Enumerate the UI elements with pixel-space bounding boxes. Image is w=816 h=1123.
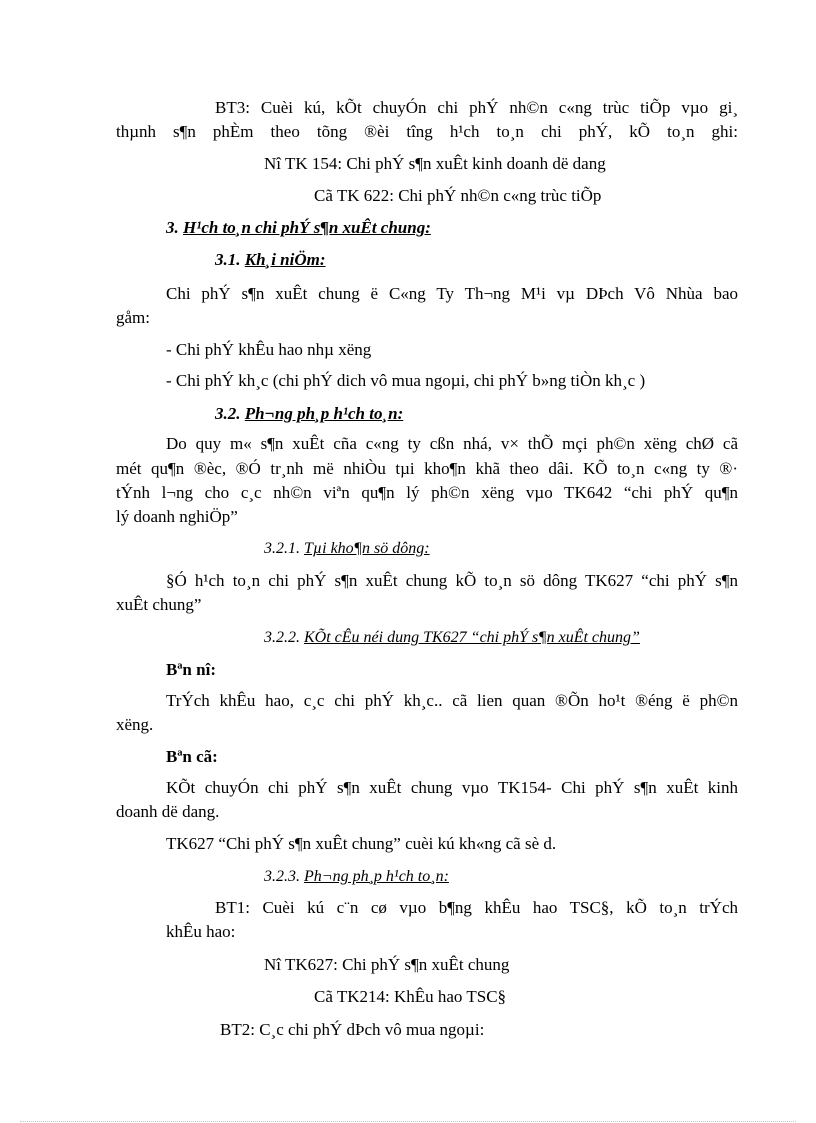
entry-debit-tk154: Nî TK 154: Chi phÝ s¶n xuÊt kinh doanh dë dang	[264, 154, 606, 173]
entry-credit-tk622: Cã TK 622: Chi phÝ nh©n c«ng trùc tiÕp	[314, 186, 602, 205]
paragraph-line: doanh dë dang.	[116, 802, 220, 821]
heading-text: H¹ch to¸n chi phÝ s¶n xuÊt chung:	[183, 218, 431, 237]
heading-text: Ph¬ng ph¸p h¹ch to¸n:	[244, 404, 404, 423]
list-item-other-costs: - Chi phÝ kh¸c (chi phÝ dich vô mua ngoµi, chi phÝ b»ng tiÒn kh¸c )	[166, 371, 646, 390]
paragraph-line: mét qu¶n ®èc, ®Ó tr¸nh më nhiÒu tµi kho¶n khã theo dâi. KÕ to¸n c«ng ty ®·	[116, 459, 738, 478]
paragraph-line: Do quy m« s¶n xuÊt cña c«ng ty cßn nhá, v× thÕ mçi ph©n xëng chØ cã	[166, 434, 738, 453]
paragraph-line: xuÊt chung”	[116, 595, 202, 614]
heading-number: 3.2.2.	[264, 629, 304, 646]
heading-section-3-2-1	[264, 538, 430, 560]
entry-debit-tk627: Nî TK627: Chi phÝ s¶n xuÊt chung	[264, 955, 510, 974]
heading-number: 3.	[166, 218, 183, 237]
heading-number: 3.2.3.	[264, 868, 304, 885]
paragraph-bt1-line-1: BT1: Cuèi kú c¨n cø vµo b¶ng khÊu hao TSC§, kÕ to¸n trÝch	[215, 898, 738, 917]
heading-number: 3.2.1.	[264, 540, 304, 557]
heading-section-3-2	[215, 403, 403, 425]
list-item-depreciation: - Chi phÝ khÊu hao nhµ xëng	[166, 340, 372, 359]
heading-section-3-2-2	[264, 627, 640, 649]
paragraph-bt3-line-2: thµnh s¶n phÈm theo tõng ®èi tîng h¹ch to¸n chi phÝ, kÕ to¸n ghi:	[116, 122, 738, 141]
paragraph-line: TrÝch khÊu hao, c¸c chi phÝ kh¸c.. cã lien quan ®Õn ho¹t ®éng ë ph©n	[166, 691, 738, 710]
heading-text: KÕt cÊu néi dung TK627 “chi phÝ s¶n xuÊt chung”	[304, 629, 640, 646]
heading-section-3	[166, 217, 431, 239]
heading-text: Ph¬ng ph¸p h¹ch to¸n:	[304, 868, 449, 885]
entry-credit-tk214: Cã TK214: KhÊu hao TSC§	[314, 987, 507, 1006]
paragraph-line: KÕt chuyÓn chi phÝ s¶n xuÊt chung vµo TK154- Chi phÝ s¶n xuÊt kinh	[166, 778, 738, 797]
heading-number: 3.2.	[215, 404, 245, 423]
paragraph-line: xëng.	[116, 715, 154, 734]
page-bottom-divider	[20, 1121, 796, 1122]
paragraph-bt1-line-2: khÊu hao:	[166, 922, 236, 941]
label-credit-side: Bªn cã:	[166, 747, 218, 766]
heading-section-3-2-3	[264, 866, 449, 888]
paragraph-line: §Ó h¹ch to¸n chi phÝ s¶n xuÊt chung kÕ to¸n sö dông TK627 “chi phÝ s¶n	[166, 571, 738, 590]
label-debit-side: Bªn nî:	[166, 660, 216, 679]
paragraph-line: gåm:	[116, 308, 150, 327]
paragraph-bt3-line-1: BT3: Cuèi kú, kÕt chuyÓn chi phÝ nh©n c«ng trùc tiÕp vµo gi¸	[215, 98, 738, 117]
paragraph-line: tÝnh l¬ng cho c¸c nh©n viªn qu¶n lý ph©n xëng vµo TK642 “chi phÝ qu¶n	[116, 483, 738, 502]
paragraph-line: TK627 “Chi phÝ s¶n xuÊt chung” cuèi kú kh«ng cã sè d.	[166, 834, 557, 853]
heading-text: Tµi kho¶n sö dông:	[304, 540, 430, 557]
paragraph-line: lý doanh nghiÖp”	[116, 507, 238, 526]
paragraph-line: Chi phÝ s¶n xuÊt chung ë C«ng Ty Th¬ng M¹i vµ DÞch Vô Nhùa bao	[166, 284, 738, 303]
heading-section-3-1	[215, 249, 326, 271]
heading-number: 3.1.	[215, 250, 245, 269]
heading-text: Kh¸i niÖm:	[244, 250, 326, 269]
paragraph-bt2: BT2: C¸c chi phÝ dÞch vô mua ngoµi:	[220, 1020, 485, 1039]
